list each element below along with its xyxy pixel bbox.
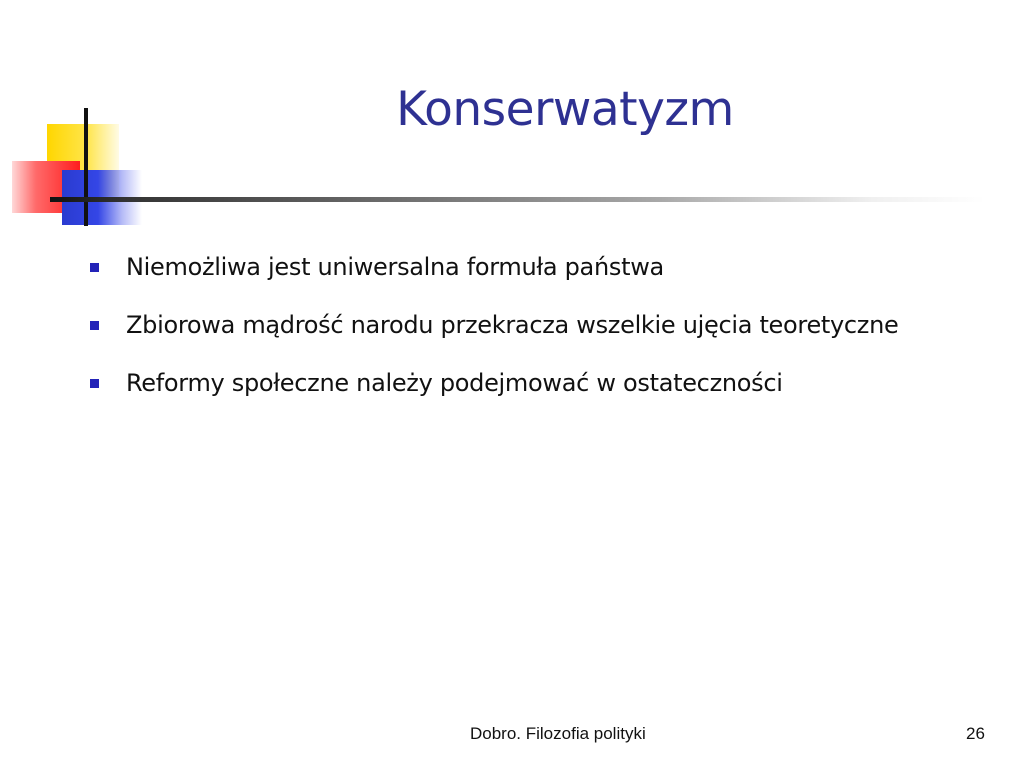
bullet-item	[88, 244, 968, 290]
square-bullet-icon	[90, 263, 99, 272]
bullet-list	[88, 244, 968, 418]
square-bullet-icon	[90, 321, 99, 330]
bullet-text: Zbiorowa mądrość narodu przekracza wszelkie ujęcia teoretyczne	[126, 311, 899, 339]
footer-text: Dobro. Filozofia polityki	[470, 724, 646, 743]
bullet-text: Niemożliwa jest uniwersalna formuła państwa	[126, 253, 664, 281]
bullet-item	[88, 302, 968, 348]
bullet-text: Reformy społeczne należy podejmować w ostateczności	[126, 369, 783, 397]
bullet-item	[88, 360, 968, 406]
square-bullet-icon	[90, 379, 99, 388]
slide-title: Konserwatyzm	[396, 82, 734, 137]
page-number: 26	[966, 724, 985, 743]
vertical-rule-decoration	[84, 108, 88, 226]
title-underline-rule	[50, 197, 985, 202]
